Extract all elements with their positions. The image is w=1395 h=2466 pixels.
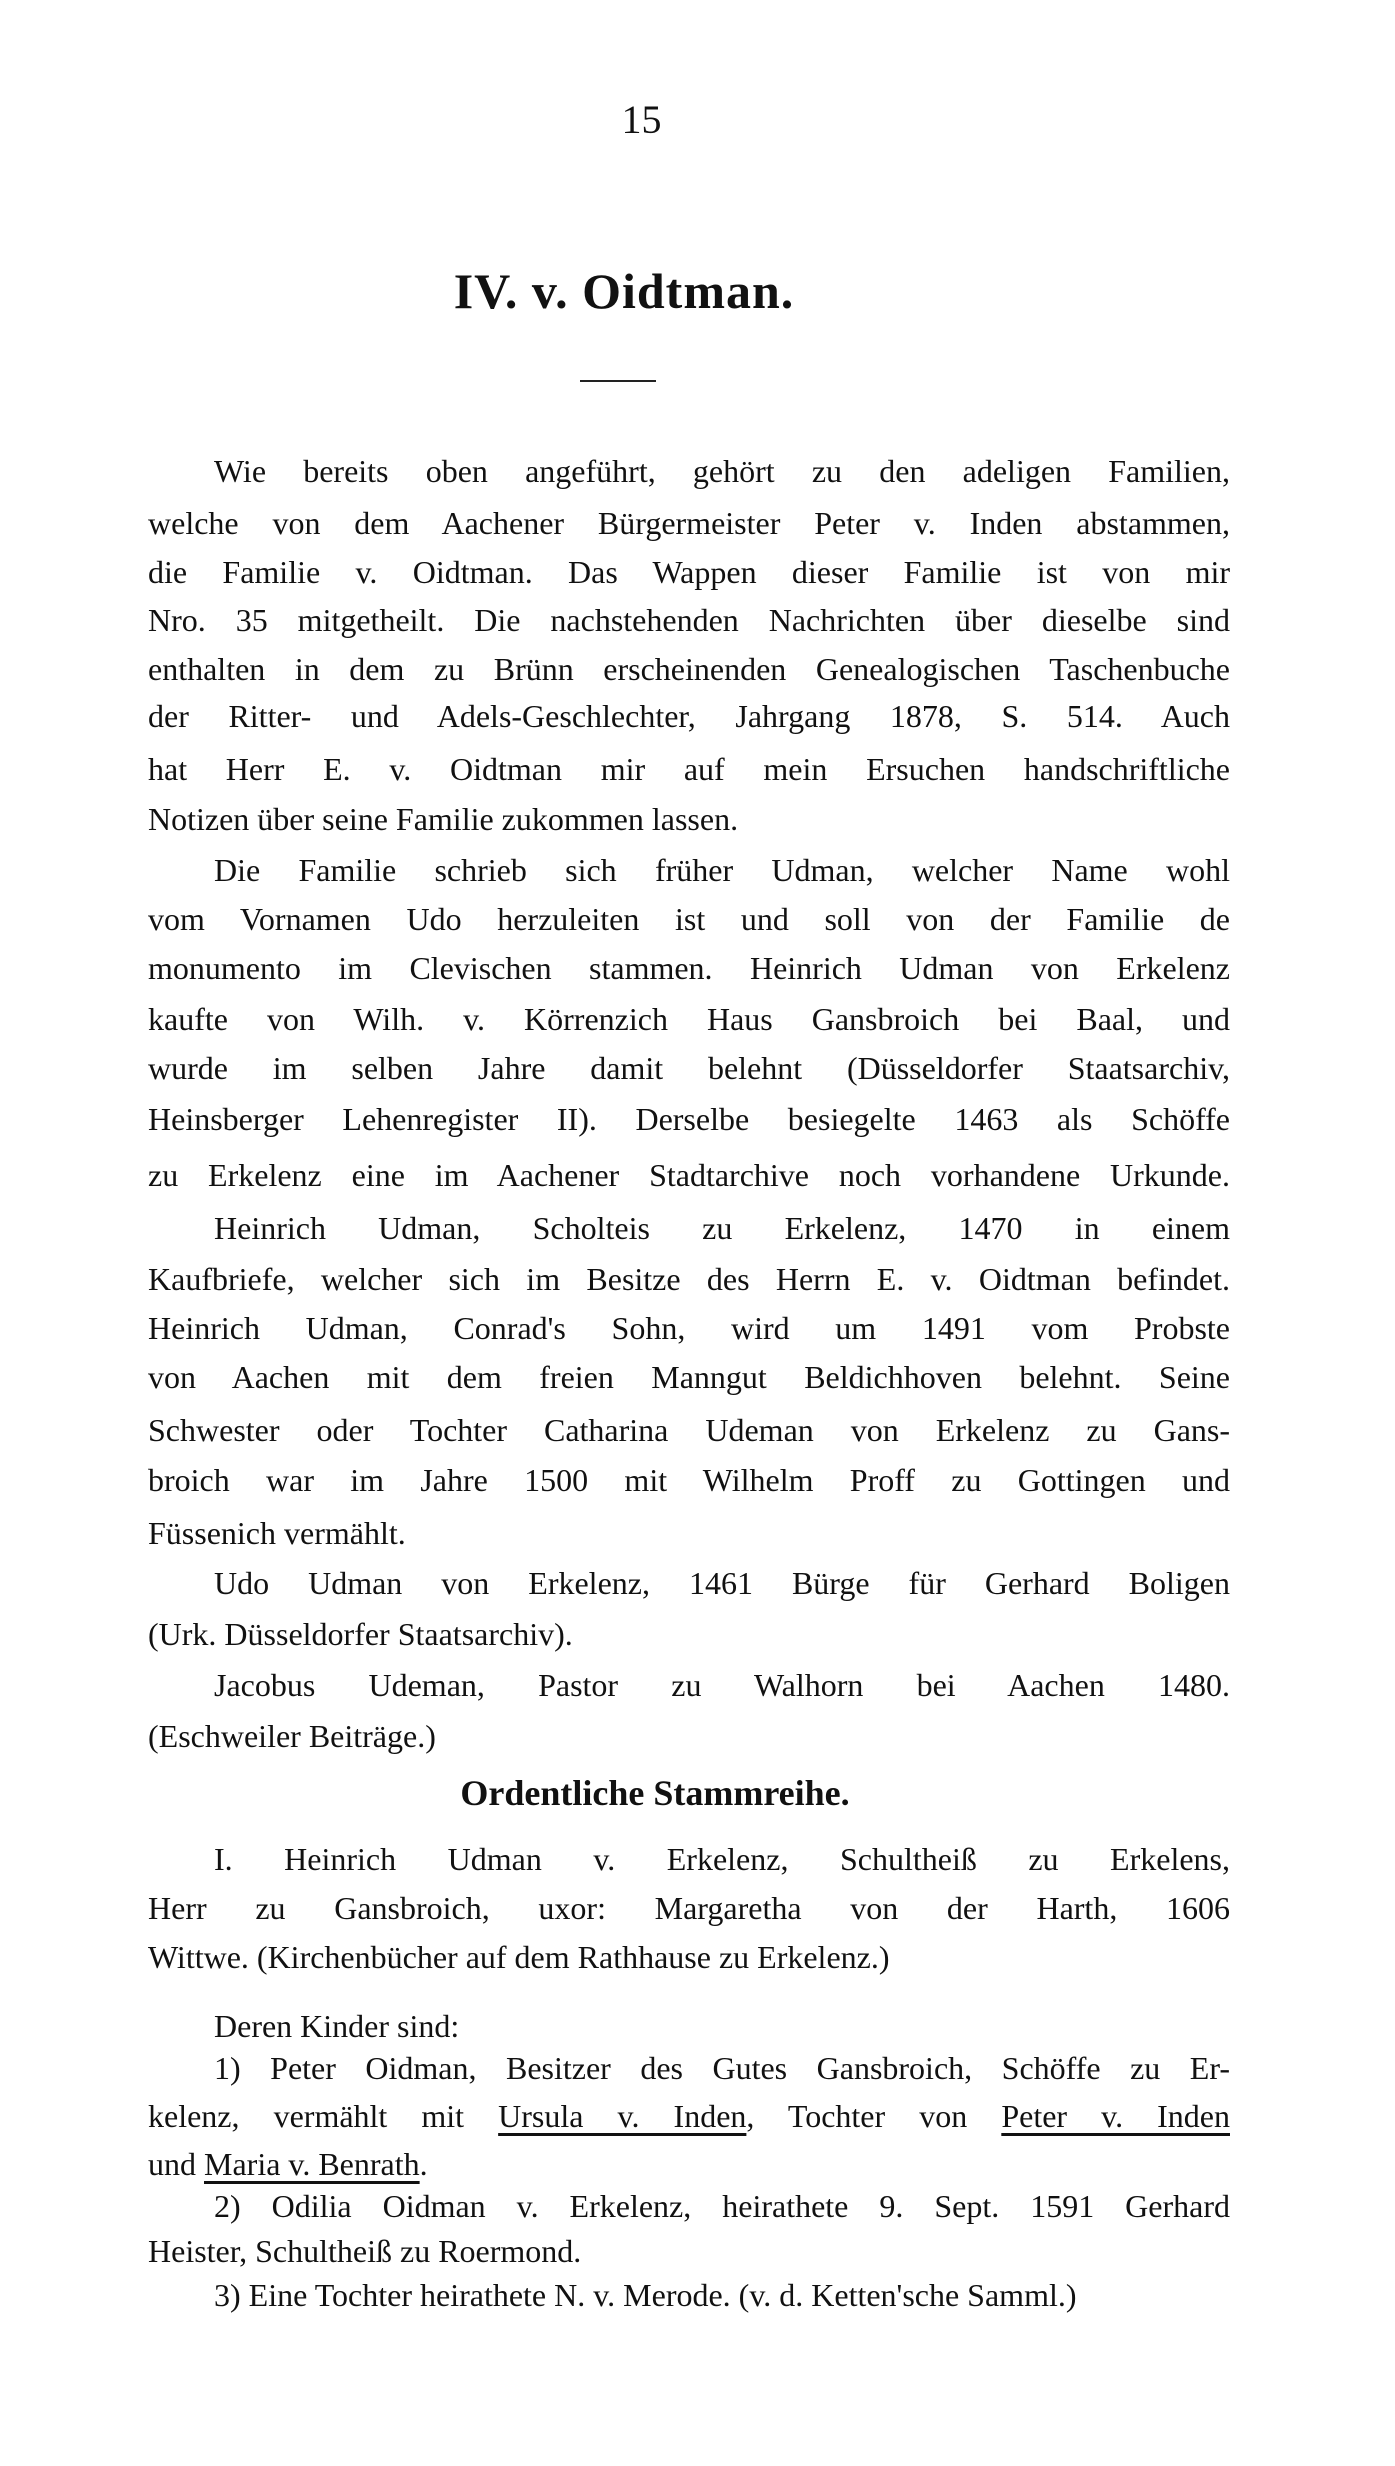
paragraph-line: I. Heinrich Udman v. Erkelenz, Schultheiß zu Erkelens, xyxy=(214,1841,1230,1877)
paragraph-line: (Eschweiler Beiträge.) xyxy=(148,1718,436,1754)
paragraph-line: Schwester oder Tochter Catharina Udeman von Erkelenz zu Gans- xyxy=(148,1412,1230,1448)
paragraph-line: Wie bereits oben angeführt, gehört zu den adeligen Familien, xyxy=(214,453,1230,489)
paragraph-line: Heinrich Udman, Scholteis zu Erkelenz, 1470 in einem xyxy=(214,1210,1230,1246)
chapter-title: IV. v. Oidtman. xyxy=(453,263,795,319)
list-item-line: 3) Eine Tochter heirathete N. v. Merode. (v. d. Ketten'sche Samml.) xyxy=(214,2277,1077,2313)
paragraph-line: Heinrich Udman, Conrad's Sohn, wird um 1491 vom Probste xyxy=(148,1310,1230,1346)
paragraph-line: von Aachen mit dem freien Manngut Beldichhoven belehnt. Seine xyxy=(148,1359,1230,1395)
list-item-line: 2) Odilia Oidman v. Erkelenz, heirathete 9. Sept. 1591 Gerhard xyxy=(214,2188,1230,2224)
list-item-line: Heister, Schultheiß zu Roermond. xyxy=(148,2233,582,2269)
paragraph-line: enthalten in dem zu Brünn erscheinenden Genealogischen Taschenbuche xyxy=(148,651,1230,687)
title-divider xyxy=(580,380,656,382)
paragraph-line: vom Vornamen Udo herzuleiten ist und soll von der Familie de xyxy=(148,901,1230,937)
text-segment: kelenz, vermählt mit xyxy=(148,2098,499,2134)
paragraph-line: Heinsberger Lehenregister II). Derselbe besiegelte 1463 als Schöffe xyxy=(148,1101,1230,1137)
paragraph-line: Udo Udman von Erkelenz, 1461 Bürge für Gerhard Boligen xyxy=(214,1565,1230,1601)
paragraph-line: zu Erkelenz eine im Aachener Stadtarchive noch vorhandene Urkunde. xyxy=(148,1157,1230,1193)
underlined-name: Maria v. Benrath xyxy=(204,2146,420,2182)
paragraph-line: hat Herr E. v. Oidtman mir auf mein Ersuchen handschriftliche xyxy=(148,751,1230,787)
paragraph-line: Die Familie schrieb sich früher Udman, welcher Name wohl xyxy=(214,852,1230,888)
text-segment: , Tochter von xyxy=(746,2098,1002,2134)
text-segment: und xyxy=(148,2146,204,2182)
paragraph-line: die Familie v. Oidtman. Das Wappen dieser Familie ist von mir xyxy=(148,554,1230,590)
list-item-line: 1) Peter Oidman, Besitzer des Gutes Gansbroich, Schöffe zu Er- xyxy=(214,2050,1230,2086)
page-number: 15 xyxy=(621,97,662,142)
paragraph-line: Nro. 35 mitgetheilt. Die nachstehenden Nachrichten über dieselbe sind xyxy=(148,602,1230,638)
list-item-line xyxy=(148,2096,1230,2136)
paragraph-line: Notizen über seine Familie zukommen lassen. xyxy=(148,801,739,837)
paragraph-line: Kaufbriefe, welcher sich im Besitze des Herrn E. v. Oidtman befindet. xyxy=(148,1261,1230,1297)
paragraph-line: welche von dem Aachener Bürgermeister Peter v. Inden abstammen, xyxy=(148,505,1230,541)
paragraph-line: Wittwe. (Kirchenbücher auf dem Rathhause zu Erkelenz.) xyxy=(148,1939,890,1975)
text-segment: . xyxy=(419,2146,428,2182)
paragraph-line: kaufte von Wilh. v. Körrenzich Haus Gansbroich bei Baal, und xyxy=(148,1001,1230,1037)
paragraph-line: wurde im selben Jahre damit belehnt (Düsseldorfer Staatsarchiv, xyxy=(148,1050,1230,1086)
paragraph-line: Jacobus Udeman, Pastor zu Walhorn bei Aachen 1480. xyxy=(214,1667,1230,1703)
list-item-line xyxy=(148,2144,1230,2184)
section-heading: Ordentliche Stammreihe. xyxy=(460,1773,850,1813)
paragraph-line: (Urk. Düsseldorfer Staatsarchiv). xyxy=(148,1616,573,1652)
paragraph-line: Herr zu Gansbroich, uxor: Margaretha von der Harth, 1606 xyxy=(148,1890,1230,1926)
paragraph-line: monumento im Clevischen stammen. Heinrich Udman von Erkelenz xyxy=(148,950,1230,986)
underlined-name: Peter v. Inden xyxy=(1001,2098,1230,2134)
list-item-line: Deren Kinder sind: xyxy=(214,2008,460,2044)
paragraph-line: der Ritter- und Adels-Geschlechter, Jahrgang 1878, S. 514. Auch xyxy=(148,698,1230,734)
paragraph-line: Füssenich vermählt. xyxy=(148,1515,406,1551)
paragraph-line: broich war im Jahre 1500 mit Wilhelm Proff zu Gottingen und xyxy=(148,1462,1230,1498)
underlined-name: Ursula v. Inden xyxy=(498,2098,747,2134)
